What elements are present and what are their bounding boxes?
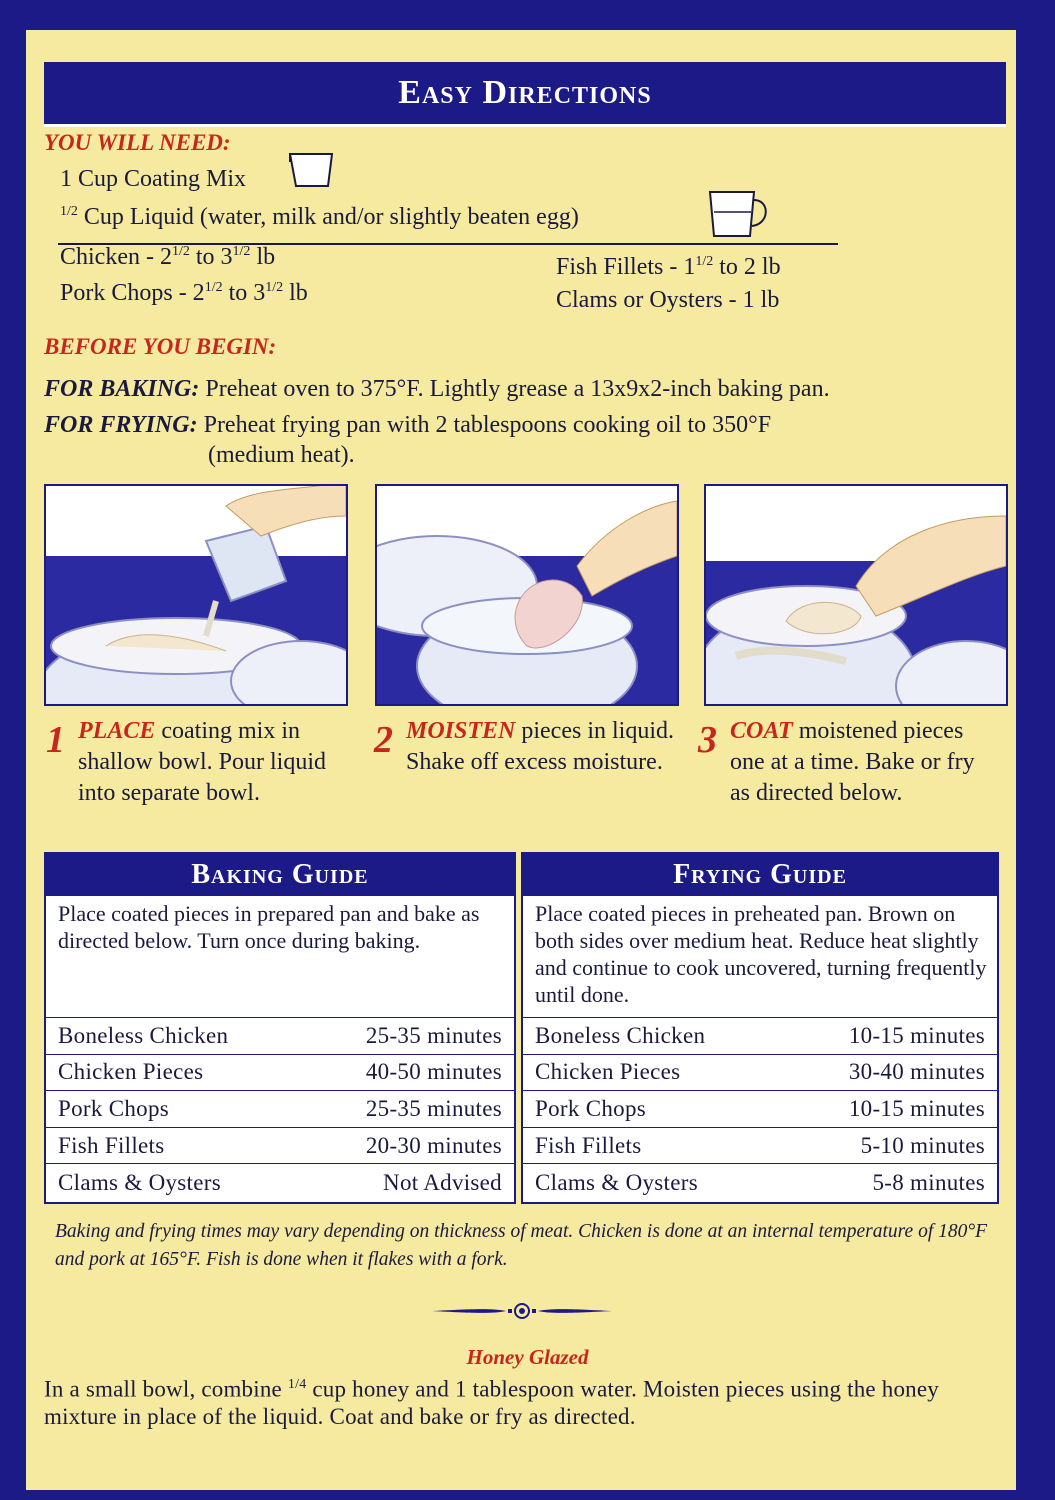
- step-number: 2: [374, 719, 393, 761]
- honey-glazed-title: Honey Glazed: [466, 1345, 589, 1369]
- cooking-note: Baking and frying times may vary depending on thickness of meat. Chicken is done at an internal temperature of 180°F and pork at 165°F. Fish is done when it flakes with a fork.: [55, 1221, 988, 1270]
- ornament-divider: [432, 1300, 612, 1322]
- frying-instructions: FOR FRYING: Preheat frying pan with 2 tablespoons cooking oil to 350°F: [44, 412, 772, 438]
- amount-chicken: Chicken - $2^{1/2}$ to $3^{1/2}$ lb: [60, 244, 276, 270]
- step-3-illustration: [704, 484, 1008, 706]
- amount-pork: Pork Chops - $2^{1/2}$ to $3^{1/2}$ lb: [60, 280, 308, 306]
- baking-guide-title: Baking Guide: [46, 854, 514, 896]
- baking-guide: [44, 852, 516, 1204]
- need-item-coating: 1 Cup Coating Mix: [60, 166, 247, 192]
- table-row: Fish Fillets 5-10 minutes: [523, 1128, 997, 1165]
- liquid-measuring-cup-icon: [706, 186, 772, 242]
- step-text: MOISTEN pieces in liquid. Shake off excess moisture.: [406, 718, 674, 775]
- baking-guide-desc: Place coated pieces in prepared pan and bake as directed below. Turn once during baking.: [46, 896, 514, 1018]
- table-row: Clams & Oysters 5-8 minutes: [535, 1169, 985, 1195]
- amount-fish: Fish Fillets - $1^{1/2}$ to 2 lb: [556, 254, 781, 280]
- step-number: 3: [698, 719, 717, 761]
- table-row: Boneless Chicken 25-35 minutes: [46, 1018, 514, 1055]
- table-row: Boneless Chicken 10-15 minutes: [523, 1018, 997, 1055]
- page-title: Easy Directions: [398, 74, 652, 111]
- table-row: Chicken Pieces 40-50 minutes: [46, 1055, 514, 1092]
- measuring-cup-icon: [288, 150, 334, 190]
- table-row: Chicken Pieces 30-40 minutes: [523, 1055, 997, 1092]
- header-bar: [44, 62, 1006, 127]
- baking-instructions: FOR BAKING: Preheat oven to 375°F. Lightly grease a 13x9x2-inch baking pan.: [44, 376, 830, 402]
- step-text: PLACE coating mix in shallow bowl. Pour liquid into separate bowl.: [78, 718, 327, 806]
- you-will-need-heading: YOU WILL NEED:: [44, 130, 231, 155]
- frying-guide: [521, 852, 999, 1204]
- frying-guide-title: Frying Guide: [523, 854, 997, 896]
- step-1-illustration: [44, 484, 348, 706]
- step-2-illustration: [375, 484, 679, 706]
- frying-instructions-cont: (medium heat).: [208, 442, 355, 468]
- table-row: Pork Chops 25-35 minutes: [46, 1091, 514, 1128]
- step-number: 1: [46, 719, 65, 761]
- step-text: COAT moistened pieces one at a time. Bake or fry as directed below.: [730, 718, 975, 806]
- before-heading: BEFORE YOU BEGIN:: [44, 334, 277, 359]
- need-item-liquid: $^{1/2}$ Cup Liquid (water, milk and/or slightly beaten egg): [60, 204, 579, 230]
- honey-glazed-text: In a small bowl, combine $^{1/4}$ cup honey and 1 tablespoon water. Moisten pieces using the honey mixture in place of the liquid. Coat and bake or fry as directed.: [44, 1376, 939, 1429]
- table-row: Fish Fillets 20-30 minutes: [46, 1128, 514, 1165]
- table-row: Clams & Oysters Not Advised: [58, 1169, 502, 1195]
- table-row: Pork Chops 10-15 minutes: [523, 1091, 997, 1128]
- frying-guide-desc: Place coated pieces in preheated pan. Brown on both sides over medium heat. Reduce heat slightly and continue to cook uncovered, turning frequently until done.: [523, 896, 997, 1018]
- amount-clams: Clams or Oysters - 1 lb: [556, 287, 780, 313]
